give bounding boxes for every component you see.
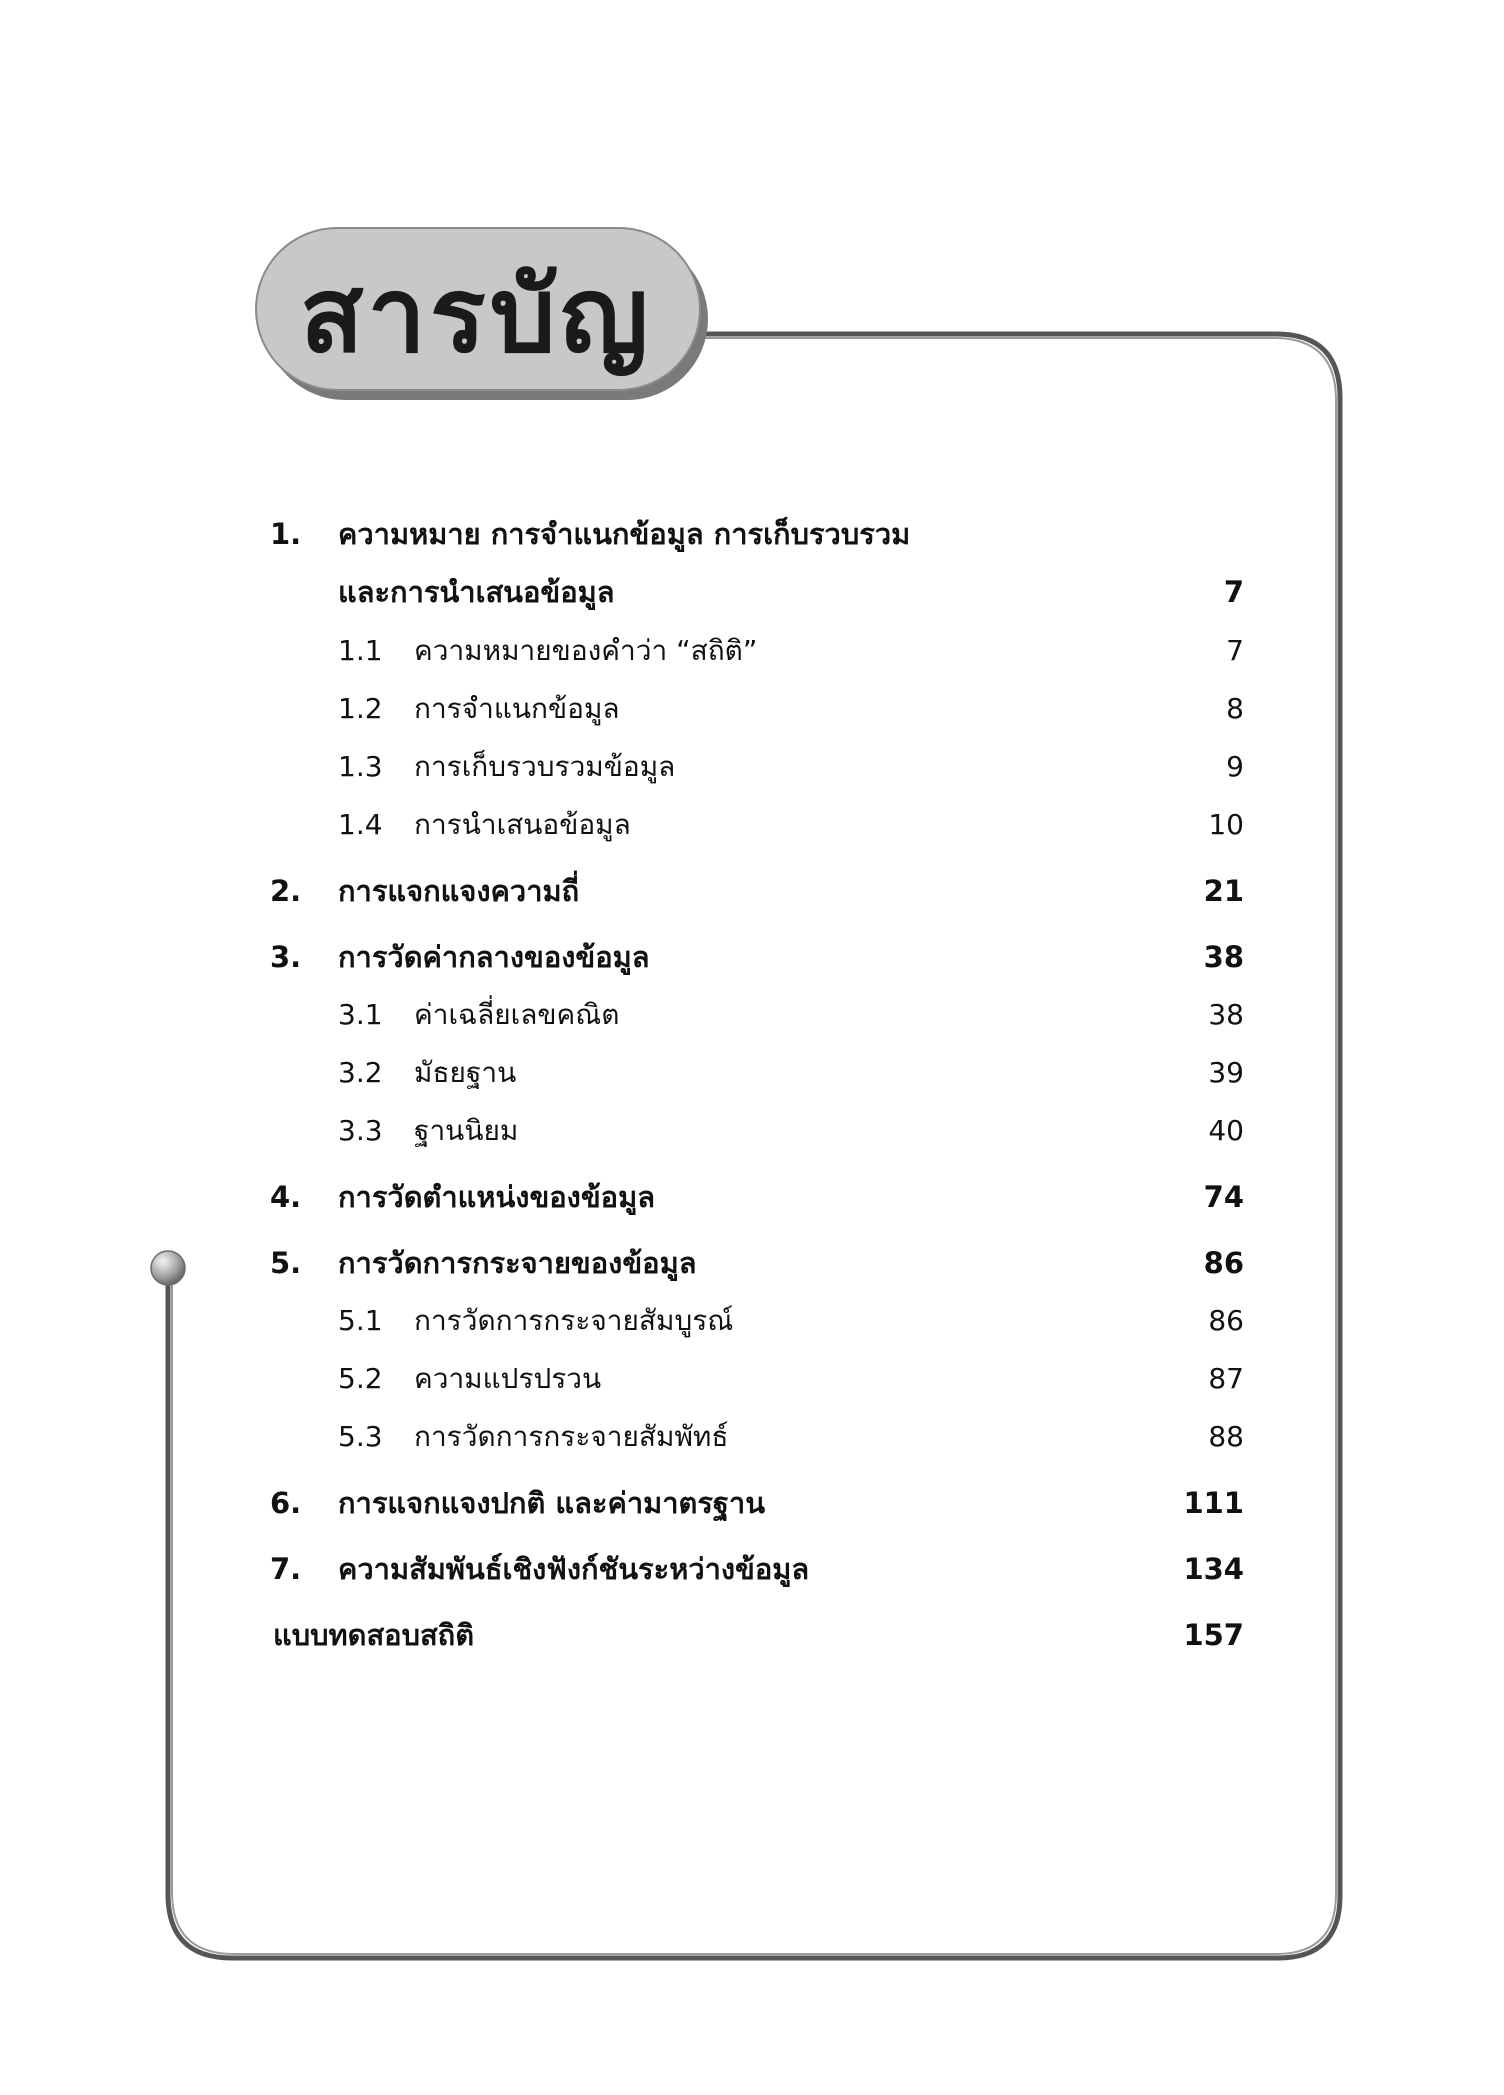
- toc-entry: [0, 1356, 1244, 1402]
- toc-entry-page: 134: [1183, 1552, 1244, 1586]
- toc-entry-title: ความสัมพันธ์เชิงฟังก์ชันระหว่างข้อมูล: [338, 1552, 810, 1586]
- toc-entry: [0, 1108, 1244, 1154]
- toc-entry-title: การแจกแจงความถี่: [338, 874, 580, 908]
- toc-entry-page: 8: [1226, 692, 1244, 725]
- toc-entry-number: 6.: [270, 1486, 302, 1520]
- toc-entry: [0, 511, 1244, 557]
- toc-entry-title: การแจกแจงปกติ และค่ามาตรฐาน: [338, 1486, 766, 1520]
- toc-entry: [0, 1546, 1244, 1592]
- toc-entry: [0, 569, 1244, 615]
- toc-entry: [0, 1480, 1244, 1526]
- toc-entry-page: 157: [1183, 1618, 1244, 1652]
- toc-entry-page: 111: [1183, 1486, 1244, 1520]
- toc-entry-number: 3.2: [338, 1056, 383, 1089]
- toc-entry-number: 3.3: [338, 1114, 383, 1147]
- toc-entry: [0, 934, 1244, 980]
- toc-entry-page: 38: [1208, 998, 1244, 1031]
- toc-entry-title: การวัดการกระจายสัมบูรณ์: [414, 1304, 734, 1337]
- toc-entry-title: การเก็บรวบรวมข้อมูล: [414, 750, 676, 783]
- toc-entry-page: 87: [1208, 1362, 1244, 1395]
- toc-entry-number: 1.3: [338, 750, 383, 783]
- page-title: สารบัญ: [300, 254, 653, 376]
- toc-entry-number: 4.: [270, 1180, 302, 1214]
- toc-entry-title: ฐานนิยม: [414, 1114, 519, 1147]
- toc-entry-title: การจำแนกข้อมูล: [414, 692, 620, 725]
- toc-entry-title: ความหมาย การจำแนกข้อมูล การเก็บรวบรวม: [338, 517, 911, 551]
- toc-entry-title: ความแปรปรวน: [414, 1362, 602, 1395]
- toc-entry-page: 10: [1208, 808, 1244, 841]
- toc-entry-title: การวัดค่ากลางของข้อมูล: [338, 940, 650, 974]
- toc-entry-title: การวัดตำแหน่งของข้อมูล: [338, 1180, 655, 1214]
- toc-entry-number: 5.: [270, 1246, 302, 1280]
- toc-entry-number: 1.4: [338, 808, 383, 841]
- toc-entry-number: 7.: [270, 1552, 302, 1586]
- toc-entry-title: ค่าเฉลี่ยเลขคณิต: [414, 998, 620, 1031]
- toc-entry: [0, 1174, 1244, 1220]
- toc-entry-page: 40: [1208, 1114, 1244, 1147]
- toc-entry-number: 5.3: [338, 1420, 383, 1453]
- toc-entry: [0, 868, 1244, 914]
- toc-entry-title: การวัดการกระจายสัมพัทธ์: [414, 1420, 729, 1453]
- toc-entry-page: 7: [1223, 575, 1244, 609]
- toc-entry-page: 86: [1203, 1246, 1244, 1280]
- toc-entry-page: 38: [1203, 940, 1244, 974]
- toc-entry-number: 5.1: [338, 1304, 383, 1337]
- toc-entry-title: การนำเสนอข้อมูล: [414, 808, 631, 841]
- toc-entry-title: การวัดการกระจายของข้อมูล: [338, 1246, 697, 1280]
- toc-entry-number: 3.1: [338, 998, 383, 1031]
- toc-entry-page: 88: [1208, 1420, 1244, 1453]
- toc-entry-number: 3.: [270, 940, 302, 974]
- toc-entry-title: แบบทดสอบสถิติ: [273, 1618, 475, 1652]
- toc-entry-page: 86: [1208, 1304, 1244, 1337]
- toc-entry-page: 39: [1208, 1056, 1244, 1089]
- toc-entry: [0, 992, 1244, 1038]
- toc-entry-title: ความหมายของคำว่า “สถิติ”: [414, 634, 758, 667]
- toc-entry-number: 1.2: [338, 692, 383, 725]
- toc-entry-number: 1.: [270, 517, 302, 551]
- toc-entry: [0, 628, 1244, 674]
- toc-entry: [0, 1050, 1244, 1096]
- toc-entry-title: และการนำเสนอข้อมูล: [338, 575, 615, 609]
- toc-entry: [0, 1298, 1244, 1344]
- toc-entry-page: 9: [1226, 750, 1244, 783]
- toc-entry-number: 1.1: [338, 634, 383, 667]
- toc-entry-page: 21: [1203, 874, 1244, 908]
- toc-entry: [0, 1612, 1244, 1658]
- toc-entry: [0, 744, 1244, 790]
- toc-entry: [0, 686, 1244, 732]
- toc-entry-page: 7: [1226, 634, 1244, 667]
- toc-entry-title: มัธยฐาน: [414, 1056, 517, 1089]
- toc-entry-number: 5.2: [338, 1362, 383, 1395]
- toc-entry: [0, 1240, 1244, 1286]
- toc-entry-number: 2.: [270, 874, 302, 908]
- toc-entry-page: 74: [1203, 1180, 1244, 1214]
- toc-entry: [0, 802, 1244, 848]
- toc-entry: [0, 1414, 1244, 1460]
